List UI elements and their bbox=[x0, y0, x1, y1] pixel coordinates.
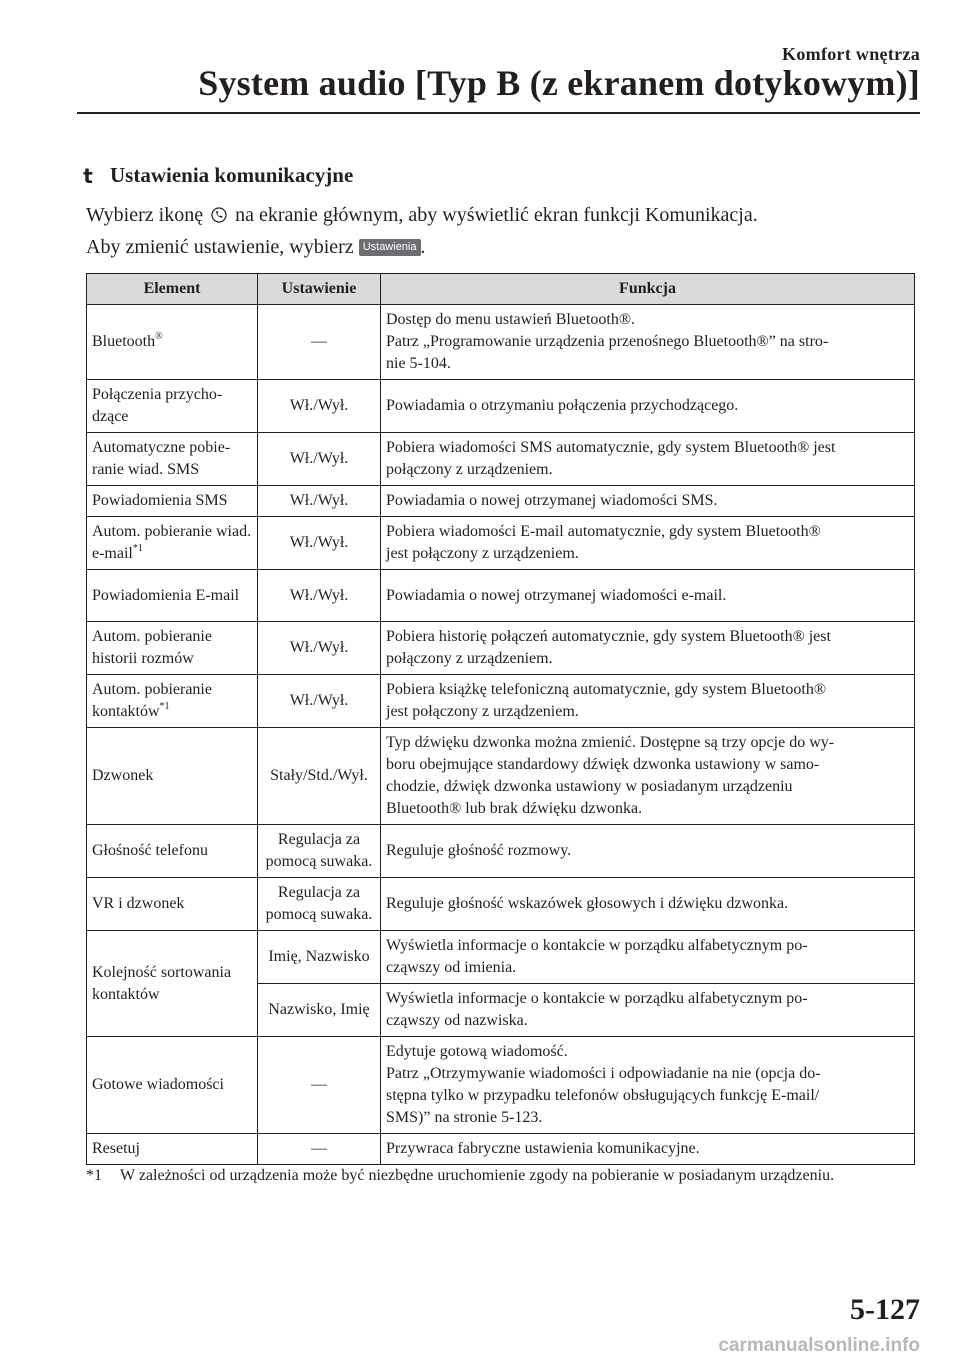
row-setting: — bbox=[258, 1134, 381, 1165]
row-element: Gotowe wiadomości bbox=[87, 1037, 258, 1134]
table-row bbox=[87, 305, 915, 380]
header-subtitle: Komfort wnętrza bbox=[782, 44, 920, 64]
header-function: Funkcja bbox=[381, 274, 915, 305]
row-element: Autom. pobieranie historii rozmów bbox=[87, 622, 258, 675]
footnote bbox=[86, 1164, 886, 1188]
row-function: Przywraca fabryczne ustawienia komunikacyjne. bbox=[381, 1134, 915, 1165]
row-function: Wyświetla informacje o kontakcie w porządku alfabetycznym po- cząwszy od nazwiska. bbox=[381, 984, 915, 1037]
phone-icon bbox=[211, 206, 227, 229]
row-setting: Wł./Wył. bbox=[258, 517, 381, 570]
table-row bbox=[87, 433, 915, 486]
row-element: Resetuj bbox=[87, 1134, 258, 1165]
row-function: Pobiera wiadomości SMS automatycznie, gdy system Bluetooth® jest połączony z urządzeniem. bbox=[381, 433, 915, 486]
intro-text-2b: . bbox=[420, 236, 426, 258]
row-element: VR i dzwonek bbox=[87, 878, 258, 931]
row-setting: Regulacja za pomocą suwaka. bbox=[258, 878, 381, 931]
row-setting: Wł./Wył. bbox=[258, 622, 381, 675]
section-title: Ustawienia komunikacyjne bbox=[110, 163, 354, 187]
row-element: Głośność telefonu bbox=[87, 825, 258, 878]
row-function: Reguluje głośność wskazówek głosowych i dźwięku dzwonka. bbox=[381, 878, 915, 931]
row-element: Bluetooth® bbox=[87, 305, 258, 380]
page-title: System audio [Typ B (z ekranem dotykowym)] bbox=[198, 63, 920, 103]
row-setting: Wł./Wył. bbox=[258, 380, 381, 433]
row-setting: Wł./Wył. bbox=[258, 433, 381, 486]
settings-button-label: Ustawienia bbox=[359, 239, 421, 256]
footnote-mark: *1 bbox=[86, 1167, 102, 1184]
row-function: Dostęp do menu ustawień Bluetooth®. Patrz „Programowanie urządzenia przenośnego Bluetooth®” na stro- nie 5-104. bbox=[381, 305, 915, 380]
row-function: Powiadamia o otrzymaniu połączenia przychodzącego. bbox=[381, 380, 915, 433]
row-setting: Wł./Wył. bbox=[258, 486, 381, 517]
table-row bbox=[87, 1037, 915, 1134]
table-row bbox=[87, 486, 915, 517]
row-element: Automatyczne pobie- ranie wiad. SMS bbox=[87, 433, 258, 486]
intro-text-2a: Aby zmienić ustawienie, wybierz bbox=[86, 236, 354, 258]
row-function: Reguluje głośność rozmowy. bbox=[381, 825, 915, 878]
row-setting: Stały/Std./Wył. bbox=[258, 728, 381, 825]
watermark: carmanualsonline.info bbox=[718, 1335, 920, 1356]
row-function: Pobiera książkę telefoniczną automatycznie, gdy system Bluetooth® jest połączony z urządzeniem. bbox=[381, 675, 915, 728]
row-setting: — bbox=[258, 1037, 381, 1134]
row-function: Pobiera historię połączeń automatycznie, gdy system Bluetooth® jest połączony z urządzeniem. bbox=[381, 622, 915, 675]
row-function: Edytuje gotową wiadomość. Patrz „Otrzymywanie wiadomości i odpowiadanie na nie (opcja do- stępna tylko w przypadku telefonów obsługujących funkcję E-mail/ SMS)” na stronie 5-123. bbox=[381, 1037, 915, 1134]
header-setting: Ustawienie bbox=[258, 274, 381, 305]
table-row bbox=[87, 517, 915, 570]
row-setting: — bbox=[258, 305, 381, 380]
header-element: Element bbox=[87, 274, 258, 305]
section-heading bbox=[80, 163, 353, 188]
intro-text-1a: Wybierz ikonę bbox=[86, 204, 204, 226]
intro-line-1 bbox=[86, 204, 758, 229]
row-element: Powiadomienia SMS bbox=[87, 486, 258, 517]
section-marker: t bbox=[83, 163, 93, 188]
table-row bbox=[87, 570, 915, 622]
table-row bbox=[87, 622, 915, 675]
row-setting: Imię, Nazwisko bbox=[258, 931, 381, 984]
row-element: Autom. pobieranie wiad. e-mail$^{*1}$ bbox=[87, 517, 258, 570]
intro-text-1b: na ekranie głównym, aby wyświetlić ekran funkcji Komunikacja. bbox=[235, 204, 758, 226]
table-row bbox=[87, 675, 915, 728]
table-row bbox=[87, 825, 915, 878]
row-element: Połączenia przycho- dzące bbox=[87, 380, 258, 433]
row-element: Powiadomienia E-mail bbox=[87, 570, 258, 622]
table-row bbox=[87, 380, 915, 433]
page-number: 5-127 bbox=[850, 1293, 920, 1326]
row-function: Powiadamia o nowej otrzymanej wiadomości e-mail. bbox=[381, 570, 915, 622]
row-setting: Nazwisko, Imię bbox=[258, 984, 381, 1037]
row-setting: Wł./Wył. bbox=[258, 570, 381, 622]
row-function: Wyświetla informacje o kontakcie w porządku alfabetycznym po- cząwszy od imienia. bbox=[381, 931, 915, 984]
table-header-row bbox=[87, 274, 915, 305]
row-function: Powiadamia o nowej otrzymanej wiadomości SMS. bbox=[381, 486, 915, 517]
row-element: Autom. pobieranie kontaktów$^{*1}$ bbox=[87, 675, 258, 728]
table-row bbox=[87, 728, 915, 825]
settings-table bbox=[86, 273, 915, 1165]
row-function: Pobiera wiadomości E-mail automatycznie, gdy system Bluetooth® jest połączony z urządzeniem. bbox=[381, 517, 915, 570]
table-row bbox=[87, 931, 915, 984]
header-rule bbox=[77, 112, 920, 114]
row-element: Dzwonek bbox=[87, 728, 258, 825]
row-setting: Regulacja za pomocą suwaka. bbox=[258, 825, 381, 878]
table-row bbox=[87, 1134, 915, 1165]
table-row bbox=[87, 878, 915, 931]
footnote-text: W zależności od urządzenia może być niezbędne uruchomienie zgody na pobieranie w posiadanym urządzeniu. bbox=[120, 1167, 835, 1184]
row-function: Typ dźwięku dzwonka można zmienić. Dostępne są trzy opcje do wy- boru obejmujące standardowy dźwięk dzwonka ustawiony w samo- chodzie, dźwięk dzwonka ustawiony w posiadanym urządzeniu Bluetooth® lub brak dźwięku dzwonka. bbox=[381, 728, 915, 825]
row-setting: Wł./Wył. bbox=[258, 675, 381, 728]
row-element: Kolejność sortowania kontaktów bbox=[87, 931, 258, 1037]
intro-line-2 bbox=[86, 236, 426, 259]
